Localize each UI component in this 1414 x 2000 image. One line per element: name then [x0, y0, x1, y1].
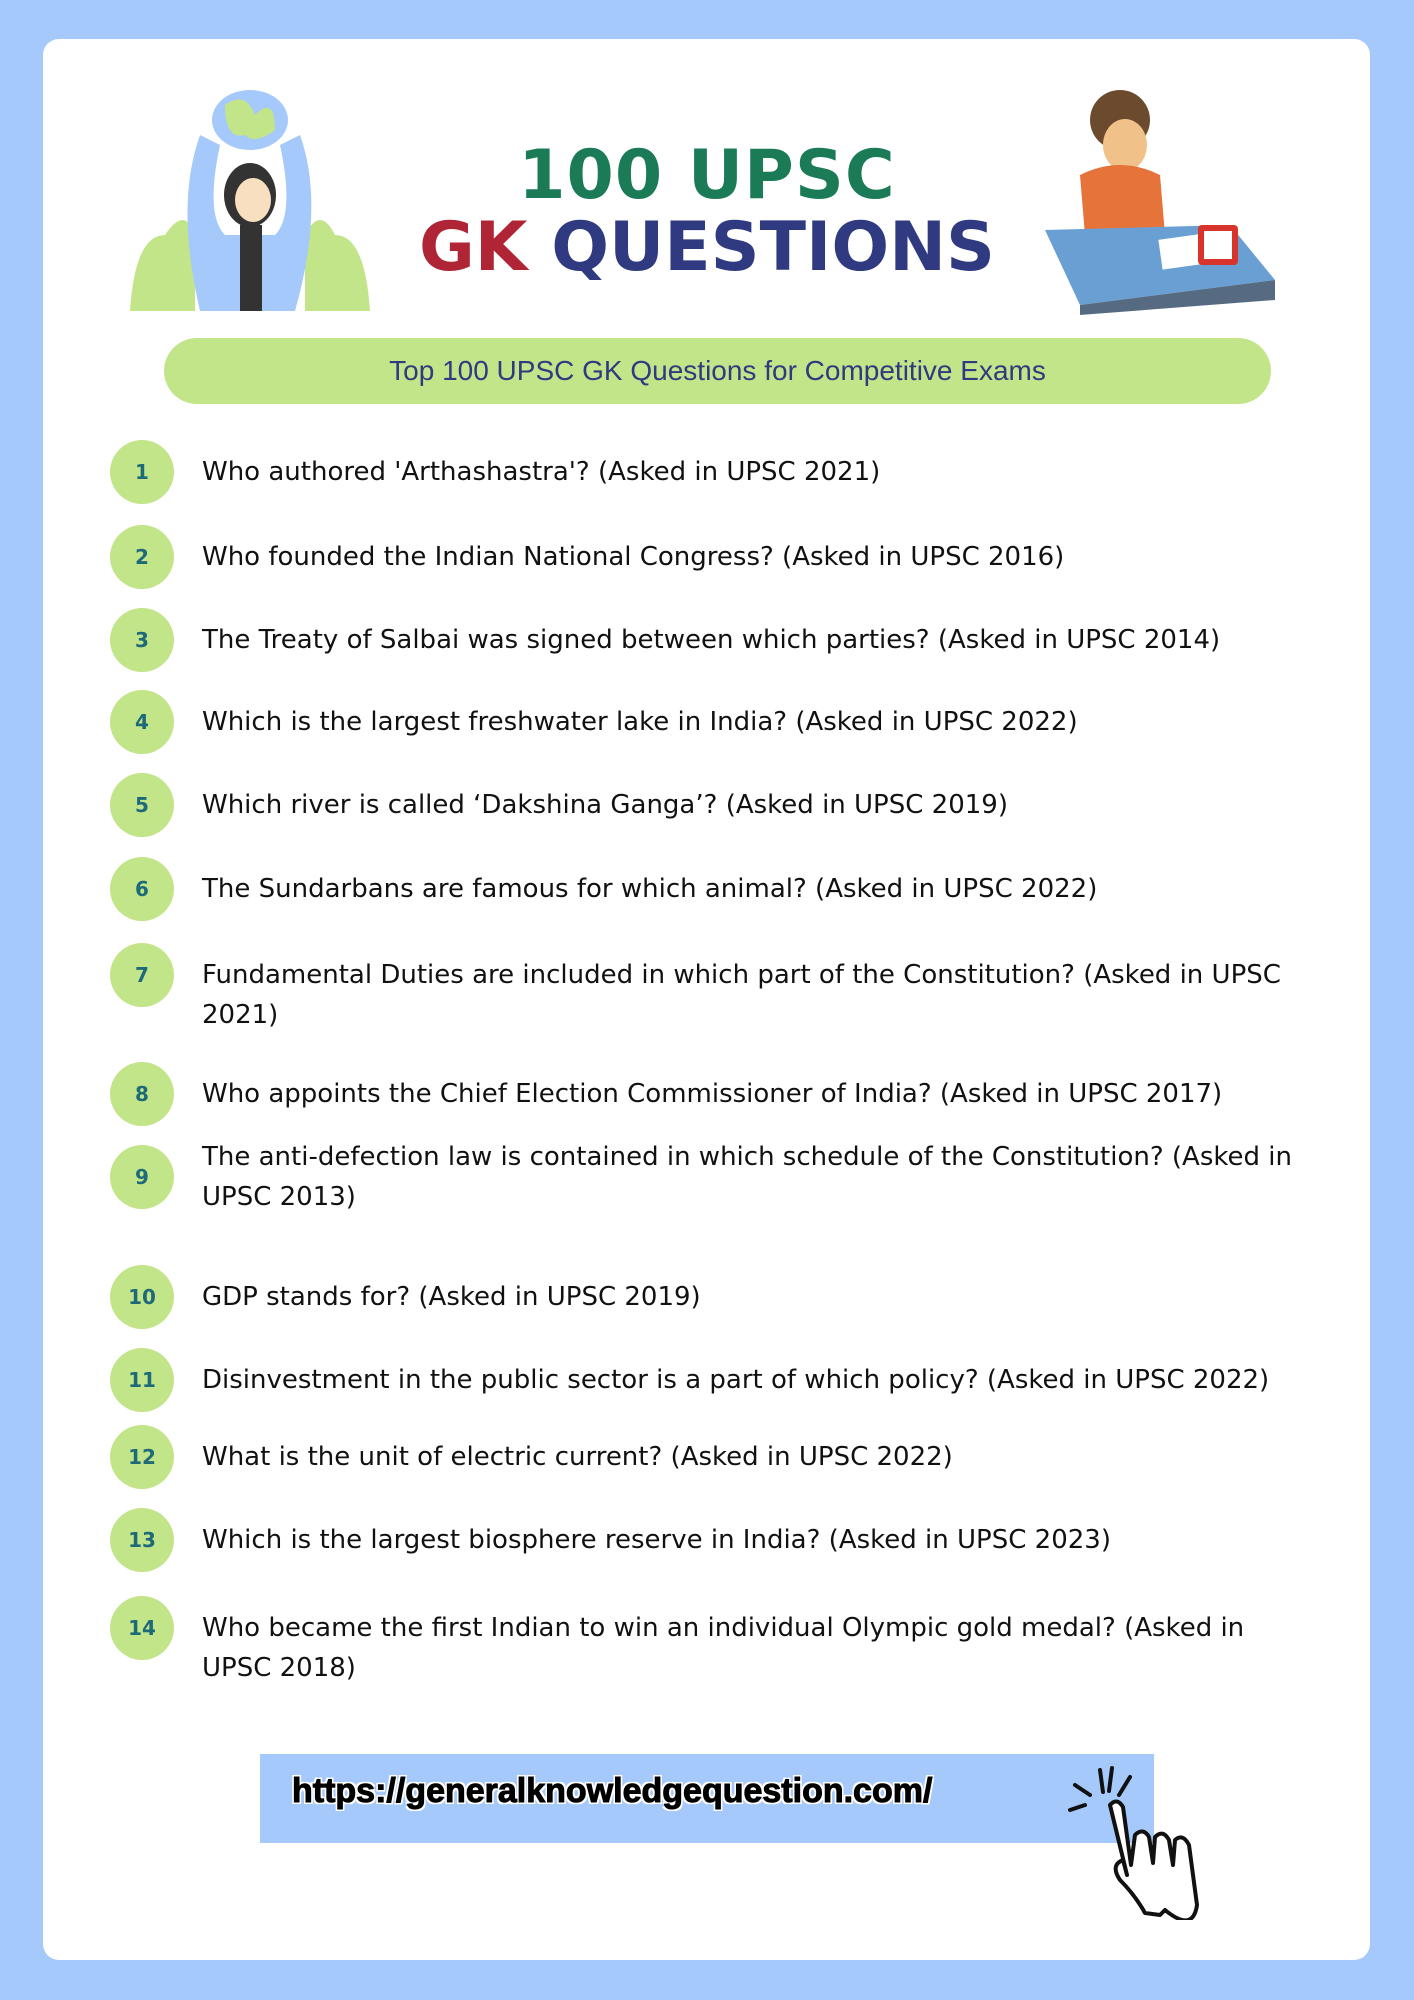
question-text: The Sundarbans are famous for which animal? (Asked in UPSC 2022): [202, 874, 1098, 904]
website-url[interactable]: https://generalknowledgequestion.com/: [292, 1772, 933, 1810]
title-questions: QUESTIONS: [551, 208, 996, 287]
question-text: Which river is called ‘Dakshina Ganga’? (Asked in UPSC 2019): [202, 790, 1008, 820]
question-text: Who authored 'Arthashastra'? (Asked in UPSC 2021): [202, 457, 881, 487]
question-text: Who became the first Indian to win an individual Olympic gold medal? (Asked in UPSC 2018): [202, 1613, 1245, 1683]
question-number-badge: 6: [110, 857, 174, 921]
question-text: The anti-defection law is contained in which schedule of the Constitution? (Asked in UPSC 2013): [202, 1142, 1292, 1212]
question-text: What is the unit of electric current? (Asked in UPSC 2022): [202, 1442, 953, 1472]
question-number-badge: 7: [110, 943, 174, 1007]
question-number-badge: 9: [110, 1145, 174, 1209]
question-text: Which is the largest biosphere reserve in India? (Asked in UPSC 2023): [202, 1525, 1111, 1555]
question-number-badge: 14: [110, 1596, 174, 1660]
subtitle-banner: [164, 338, 1271, 404]
question-text: GDP stands for? (Asked in UPSC 2019): [202, 1282, 701, 1312]
question-text: The Treaty of Salbai was signed between which parties? (Asked in UPSC 2014): [202, 625, 1221, 655]
question-number-badge: 12: [110, 1425, 174, 1489]
question-text: Which is the largest freshwater lake in India? (Asked in UPSC 2022): [202, 707, 1078, 737]
title-line-1: 100 UPSC: [518, 136, 896, 215]
question-number-badge: 10: [110, 1265, 174, 1329]
pointing-hand-icon: [1065, 1765, 1235, 1920]
question-number-badge: 4: [110, 690, 174, 754]
question-number-badge: 11: [110, 1348, 174, 1412]
subtitle-text: Top 100 UPSC GK Questions for Competitive Exams: [389, 355, 1046, 386]
question-number-badge: 8: [110, 1062, 174, 1126]
question-text: Who appoints the Chief Election Commissioner of India? (Asked in UPSC 2017): [202, 1079, 1223, 1109]
title-line-2: [0, 208, 1414, 287]
question-number-badge: 5: [110, 773, 174, 837]
question-number-badge: 13: [110, 1508, 174, 1572]
question-number-badge: 1: [110, 440, 174, 504]
question-number-badge: 2: [110, 525, 174, 589]
title-gk: GK: [418, 208, 528, 287]
question-text: Disinvestment in the public sector is a part of which policy? (Asked in UPSC 2022): [202, 1365, 1270, 1395]
question-number-badge: 3: [110, 608, 174, 672]
question-text: Who founded the Indian National Congress? (Asked in UPSC 2016): [202, 542, 1065, 572]
question-text: Fundamental Duties are included in which part of the Constitution? (Asked in UPSC 2021): [202, 960, 1281, 1030]
